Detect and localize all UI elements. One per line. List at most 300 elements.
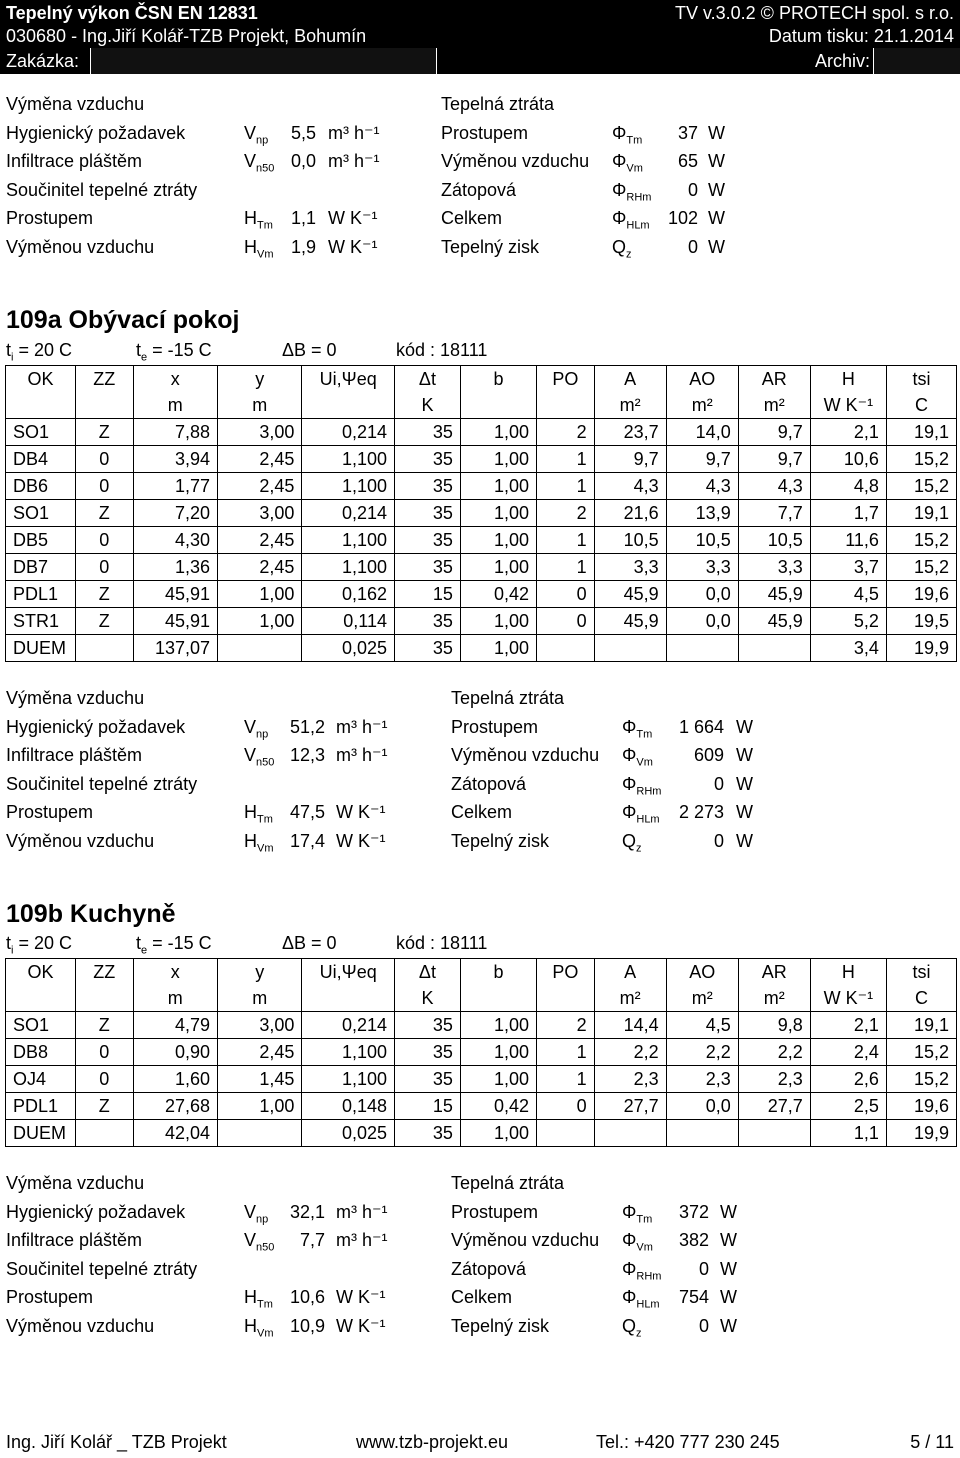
table-cell: 10,5 <box>666 527 738 554</box>
table-cell: 2,2 <box>594 1039 666 1066</box>
value-phi-hlm: 102 <box>667 208 698 228</box>
table-cell: 1 <box>537 527 595 554</box>
unit-label: W <box>736 802 753 822</box>
symbol-v-np: $V_{np}$ <box>244 122 269 147</box>
room-b-constructions-table <box>5 958 957 1147</box>
table-row <box>6 473 957 500</box>
room-title-109a: 109a Obývací pokoj <box>6 306 240 334</box>
table-cell: 2 <box>537 500 595 527</box>
value-v-n50: 0,0 <box>290 151 316 171</box>
value-v-np: 32,1 <box>289 1201 325 1222</box>
table-cell: 35 <box>395 527 461 554</box>
table-row <box>6 635 957 662</box>
room-title-109b: 109b Kuchyně <box>6 900 176 928</box>
table-cell: DB5 <box>6 527 76 554</box>
symbol-h-tm: $H_{Tm}$ <box>244 208 273 232</box>
table-cell: 4,3 <box>594 473 666 500</box>
table-cell: OJ4 <box>6 1066 76 1093</box>
column-header: OK <box>6 366 76 393</box>
table-cell <box>666 1120 738 1147</box>
table-cell: 1,00 <box>218 608 302 635</box>
table-cell <box>666 635 738 662</box>
summary-label: Součinitel tepelné ztráty <box>6 1258 198 1279</box>
table-cell: 2,45 <box>218 1039 302 1066</box>
table-cell: 35 <box>395 1039 461 1066</box>
table-cell: 21,6 <box>594 500 666 527</box>
summary-label: Výměna vzduchu <box>6 94 145 114</box>
column-unit: m <box>218 392 302 419</box>
table-cell: 0 <box>75 473 133 500</box>
table-cell: 1,00 <box>460 419 536 446</box>
table-cell: 0 <box>537 1093 595 1120</box>
value-v-np: 5,5 <box>290 122 316 143</box>
table-cell: 14,0 <box>666 419 738 446</box>
table-cell: Z <box>75 419 133 446</box>
unit-label: W K⁻¹ <box>336 1287 386 1307</box>
table-cell: 15,2 <box>886 1039 956 1066</box>
table-cell: 15,2 <box>886 473 956 500</box>
summary-label: Celkem <box>451 1287 513 1307</box>
value-q-z: 0 <box>713 830 724 851</box>
table-cell: PDL1 <box>6 1093 76 1120</box>
table-cell: 137,07 <box>133 635 217 662</box>
table-cell: 2,4 <box>810 1039 886 1066</box>
column-header: Ui,Ψeq <box>302 959 395 986</box>
table-cell: 1 <box>537 473 595 500</box>
column-header: b <box>460 959 536 986</box>
table-row <box>6 554 957 581</box>
summary-label: Výměnou vzduchu <box>441 151 590 171</box>
table-cell: 11,6 <box>810 527 886 554</box>
job-bar <box>0 48 960 74</box>
table-cell: 4,8 <box>810 473 886 500</box>
table-cell: 45,9 <box>738 581 810 608</box>
room-b-exterior-temp: $t_e = -15$ C <box>136 933 212 957</box>
table-cell: 1,00 <box>460 446 536 473</box>
symbol-q-z: $Q_z$ <box>612 236 632 261</box>
table-row <box>6 1012 957 1039</box>
table-cell: 19,9 <box>886 635 956 662</box>
table-cell: 1,00 <box>218 1093 302 1120</box>
column-header: Δt <box>395 366 461 393</box>
unit-label: W <box>708 122 725 143</box>
table-cell: Z <box>75 1093 133 1120</box>
symbol-phi-vm: $\Phi_{Vm}$ <box>612 151 643 175</box>
table-cell: 15,2 <box>886 527 956 554</box>
table-cell: 19,5 <box>886 608 956 635</box>
column-unit: C <box>886 392 956 419</box>
value-v-n50: 12,3 <box>289 745 325 765</box>
summary-label: Výměna vzduchu <box>6 1173 145 1193</box>
unit-label: W <box>736 773 753 794</box>
job-value-field <box>90 48 437 74</box>
summary-label: Výměnou vzduchu <box>451 1230 600 1250</box>
table-cell: 2,45 <box>218 473 302 500</box>
column-unit <box>537 392 595 419</box>
table-cell: 1,00 <box>460 1120 536 1147</box>
column-header: PO <box>537 366 595 393</box>
table-cell: 2,3 <box>738 1066 810 1093</box>
table-cell: 19,1 <box>886 500 956 527</box>
symbol-q-z: $Q_z$ <box>622 830 642 855</box>
summary-label: Výměnou vzduchu <box>6 1315 155 1336</box>
value-phi-vm: 65 <box>677 151 698 171</box>
column-unit <box>302 985 395 1012</box>
summary-label: Hygienický požadavek <box>6 716 186 737</box>
table-cell: 0 <box>537 581 595 608</box>
table-cell: STR1 <box>6 608 76 635</box>
unit-label: W <box>736 830 753 851</box>
symbol-phi-hlm: $\Phi_{HLm}$ <box>622 802 660 826</box>
table-cell: 4,3 <box>738 473 810 500</box>
table-cell <box>218 635 302 662</box>
table-cell: 14,4 <box>594 1012 666 1039</box>
unit-label: m³ h⁻¹ <box>336 716 388 737</box>
table-cell: DB4 <box>6 446 76 473</box>
table-cell: 0,214 <box>302 419 395 446</box>
summary-label: Celkem <box>441 208 503 228</box>
archive-value-field <box>873 48 960 74</box>
column-header: Ui,Ψeq <box>302 366 395 393</box>
symbol-phi-rhm: $\Phi_{RHm}$ <box>622 1258 662 1283</box>
table-cell: 2,45 <box>218 554 302 581</box>
table-cell: 1,00 <box>460 608 536 635</box>
table-cell: 0 <box>75 527 133 554</box>
table-cell: 4,30 <box>133 527 217 554</box>
summary-label: Prostupem <box>451 1201 539 1222</box>
table-cell: 27,68 <box>133 1093 217 1120</box>
table-cell <box>594 635 666 662</box>
table-cell: 42,04 <box>133 1120 217 1147</box>
table-cell: DUEM <box>6 1120 76 1147</box>
value-phi-tm: 372 <box>678 1201 709 1222</box>
summary-label: Prostupem <box>451 716 539 737</box>
table-cell: 0,114 <box>302 608 395 635</box>
table-cell: 35 <box>395 446 461 473</box>
table-cell: 0,214 <box>302 1012 395 1039</box>
table-cell: 3,00 <box>218 1012 302 1039</box>
column-header: A <box>594 366 666 393</box>
table-cell: 13,9 <box>666 500 738 527</box>
table-cell: 9,7 <box>738 419 810 446</box>
value-h-vm: 1,9 <box>290 236 316 257</box>
value-v-n50: 7,7 <box>299 1230 325 1250</box>
table-cell: 0,0 <box>666 581 738 608</box>
symbol-phi-rhm: $\Phi_{RHm}$ <box>612 179 652 204</box>
column-header: ZZ <box>75 366 133 393</box>
symbol-phi-vm: $\Phi_{Vm}$ <box>622 1230 653 1254</box>
unit-label: W <box>736 745 753 765</box>
summary-label: Prostupem <box>6 1287 94 1307</box>
table-cell: 5,2 <box>810 608 886 635</box>
table-row <box>6 1093 957 1120</box>
column-header: AO <box>666 959 738 986</box>
value-h-tm: 1,1 <box>290 208 316 228</box>
table-cell: 45,9 <box>594 581 666 608</box>
table-cell: 1,100 <box>302 1039 395 1066</box>
table-cell: 2 <box>537 1012 595 1039</box>
table-cell <box>537 1120 595 1147</box>
room-a-interior-temp: $t_i = 20$ C <box>6 340 73 364</box>
table-cell: 15,2 <box>886 1066 956 1093</box>
summary-label: Hygienický požadavek <box>6 122 186 143</box>
table-cell: 1 <box>537 554 595 581</box>
table-cell: 15,2 <box>886 446 956 473</box>
table-cell: 9,7 <box>666 446 738 473</box>
table-cell: 19,6 <box>886 1093 956 1120</box>
value-phi-vm: 382 <box>678 1230 709 1250</box>
table-cell: 45,9 <box>738 608 810 635</box>
report-header <box>0 0 960 24</box>
summary-label: Součinitel tepelné ztráty <box>6 773 198 794</box>
table-cell: 1,00 <box>460 1039 536 1066</box>
table-cell: 3,3 <box>594 554 666 581</box>
symbol-v-np: $V_{np}$ <box>244 1201 269 1226</box>
column-header: tsi <box>886 959 956 986</box>
column-header: ZZ <box>75 959 133 986</box>
column-unit <box>75 985 133 1012</box>
unit-label: W K⁻¹ <box>336 1315 386 1336</box>
summary-label: Výměna vzduchu <box>6 688 145 708</box>
table-cell: 45,91 <box>133 581 217 608</box>
table-cell: 0 <box>75 554 133 581</box>
table-cell: 1,1 <box>810 1120 886 1147</box>
footer-phone: Tel.: +420 777 230 245 <box>596 1432 780 1452</box>
table-cell: 2,2 <box>738 1039 810 1066</box>
table-cell: 35 <box>395 1120 461 1147</box>
symbol-h-vm: $H_{Vm}$ <box>244 830 274 855</box>
table-cell: Z <box>75 581 133 608</box>
table-cell: 2,45 <box>218 527 302 554</box>
value-phi-rhm: 0 <box>698 1258 709 1279</box>
table-cell: 1,00 <box>460 527 536 554</box>
table-cell <box>75 635 133 662</box>
table-cell: 1 <box>537 1066 595 1093</box>
summary-label: Zátopová <box>451 1258 527 1279</box>
table-cell: 1,100 <box>302 1066 395 1093</box>
table-cell: 9,7 <box>738 446 810 473</box>
table-cell: 1,00 <box>460 554 536 581</box>
summary-label: Výměnou vzduchu <box>451 745 600 765</box>
summary-label: Výměnou vzduchu <box>6 236 155 257</box>
table-cell: PDL1 <box>6 581 76 608</box>
archive-label: Archiv: <box>814 51 870 71</box>
table-cell: 0,0 <box>666 608 738 635</box>
table-cell: 7,88 <box>133 419 217 446</box>
unit-label: W <box>720 1230 737 1250</box>
unit-label: m³ h⁻¹ <box>336 745 388 765</box>
column-unit <box>6 985 76 1012</box>
value-h-tm: 47,5 <box>289 802 325 822</box>
column-header: PO <box>537 959 595 986</box>
table-cell <box>738 635 810 662</box>
column-header: y <box>218 959 302 986</box>
summary-label: Tepelná ztráta <box>451 688 565 708</box>
table-cell: 19,1 <box>886 419 956 446</box>
value-phi-tm: 37 <box>677 122 698 143</box>
table-cell: 0 <box>75 1066 133 1093</box>
column-unit: m² <box>738 985 810 1012</box>
room-b-interior-temp: $t_i = 20$ C <box>6 933 73 957</box>
table-cell: 4,5 <box>666 1012 738 1039</box>
value-v-np: 51,2 <box>289 716 325 737</box>
table-cell: 2,3 <box>594 1066 666 1093</box>
table-row <box>6 608 957 635</box>
summary-label: Infiltrace pláštěm <box>6 151 143 171</box>
summary-label: Tepelný zisk <box>451 830 550 851</box>
column-header: AR <box>738 366 810 393</box>
table-cell <box>537 635 595 662</box>
symbol-phi-rhm: $\Phi_{RHm}$ <box>622 773 662 798</box>
symbol-h-vm: $H_{Vm}$ <box>244 236 274 261</box>
report-title: Tepelný výkon ČSN EN 12831 <box>6 3 258 23</box>
table-cell: 0,0 <box>666 1093 738 1120</box>
column-header: x <box>133 366 217 393</box>
unit-label: m³ h⁻¹ <box>336 1201 388 1222</box>
table-cell: 19,6 <box>886 581 956 608</box>
table-cell: 0,90 <box>133 1039 217 1066</box>
unit-label: W K⁻¹ <box>336 802 386 822</box>
room-a-delta-b: ΔB = 0 <box>282 340 337 360</box>
table-cell: 0,148 <box>302 1093 395 1120</box>
room-a-code: kód : 18111 <box>396 340 488 360</box>
table-cell: Z <box>75 500 133 527</box>
column-unit: K <box>395 392 461 419</box>
symbol-h-tm: $H_{Tm}$ <box>244 802 273 826</box>
table-cell: 4,3 <box>666 473 738 500</box>
table-cell: 35 <box>395 635 461 662</box>
unit-label: W K⁻¹ <box>328 236 378 257</box>
column-unit <box>6 392 76 419</box>
value-h-vm: 10,9 <box>289 1315 325 1336</box>
table-row <box>6 1066 957 1093</box>
table-cell: SO1 <box>6 500 76 527</box>
table-cell <box>738 1120 810 1147</box>
table-cell: 27,7 <box>738 1093 810 1120</box>
table-cell: 0,214 <box>302 500 395 527</box>
footer-web: www.tzb-projekt.eu <box>356 1432 509 1452</box>
table-cell: 3,00 <box>218 500 302 527</box>
table-cell: 3,4 <box>810 635 886 662</box>
table-cell: SO1 <box>6 1012 76 1039</box>
symbol-h-tm: $H_{Tm}$ <box>244 1287 273 1311</box>
table-cell: 3,7 <box>810 554 886 581</box>
footer-company: Ing. Jiří Kolář _ TZB Projekt <box>6 1432 227 1452</box>
table-cell: 19,9 <box>886 1120 956 1147</box>
table-cell: 10,5 <box>594 527 666 554</box>
summary-label: Tepelný zisk <box>441 236 540 257</box>
table-cell: 35 <box>395 554 461 581</box>
symbol-v-n50: $V_{n50}$ <box>244 745 275 769</box>
table-cell: 0 <box>75 446 133 473</box>
value-h-vm: 17,4 <box>289 830 325 851</box>
summary-label: Prostupem <box>6 208 94 228</box>
table-cell: 10,5 <box>738 527 810 554</box>
room-b-code: kód : 18111 <box>396 933 488 953</box>
table-cell: 19,1 <box>886 1012 956 1039</box>
table-cell: 2,45 <box>218 446 302 473</box>
software-version: TV v.3.0.2 © PROTECH spol. s r.o. <box>674 3 954 23</box>
column-unit: C <box>886 985 956 1012</box>
footer-page: 5 / 11 <box>910 1432 954 1452</box>
table-cell: 0,162 <box>302 581 395 608</box>
unit-label: W <box>720 1201 737 1222</box>
table-row <box>6 500 957 527</box>
column-header: A <box>594 959 666 986</box>
table-cell: 0,025 <box>302 635 395 662</box>
value-phi-tm: 1 664 <box>678 716 724 737</box>
value-phi-hlm: 2 273 <box>678 802 724 822</box>
table-cell: Z <box>75 1012 133 1039</box>
summary-label: Tepelná ztráta <box>441 94 555 114</box>
table-cell: 2,5 <box>810 1093 886 1120</box>
unit-label: m³ h⁻¹ <box>328 122 380 143</box>
symbol-phi-hlm: $\Phi_{HLm}$ <box>622 1287 660 1311</box>
column-unit <box>460 392 536 419</box>
table-row <box>6 1120 957 1147</box>
job-label: Zakázka: <box>6 51 80 71</box>
table-cell: 23,7 <box>594 419 666 446</box>
symbol-v-n50: $V_{n50}$ <box>244 1230 275 1254</box>
unit-label: W <box>720 1315 737 1336</box>
table-cell: 35 <box>395 608 461 635</box>
table-cell: 27,7 <box>594 1093 666 1120</box>
table-cell: 35 <box>395 473 461 500</box>
table-cell: 45,91 <box>133 608 217 635</box>
table-cell: 35 <box>395 1066 461 1093</box>
column-unit: m² <box>594 392 666 419</box>
column-unit: m² <box>666 392 738 419</box>
table-cell: 1,00 <box>460 1012 536 1039</box>
column-header: x <box>133 959 217 986</box>
table-cell: 2,1 <box>810 1012 886 1039</box>
table-cell: 35 <box>395 500 461 527</box>
table-cell: DB7 <box>6 554 76 581</box>
table-cell: 1,00 <box>218 581 302 608</box>
unit-label: W K⁻¹ <box>336 830 386 851</box>
summary-label: Tepelný zisk <box>451 1315 550 1336</box>
table-cell: 1,100 <box>302 527 395 554</box>
table-cell: 0,42 <box>460 1093 536 1120</box>
table-cell: 1,00 <box>460 473 536 500</box>
column-header: OK <box>6 959 76 986</box>
column-unit: m <box>133 392 217 419</box>
value-phi-rhm: 0 <box>713 773 724 794</box>
unit-label: W <box>708 151 725 171</box>
table-cell: 1 <box>537 446 595 473</box>
column-unit: W K⁻¹ <box>810 985 886 1012</box>
room-a-exterior-temp: $t_e = -15$ C <box>136 340 212 364</box>
unit-label: W <box>720 1258 737 1279</box>
table-cell <box>218 1120 302 1147</box>
table-cell: 0 <box>537 608 595 635</box>
symbol-phi-tm: $\Phi_{Tm}$ <box>622 1201 653 1226</box>
table-cell: 4,79 <box>133 1012 217 1039</box>
table-row <box>6 581 957 608</box>
table-cell: 45,9 <box>594 608 666 635</box>
table-cell: DB6 <box>6 473 76 500</box>
summary-label: Součinitel tepelné ztráty <box>6 179 198 200</box>
summary-label: Celkem <box>451 802 513 822</box>
symbol-v-np: $V_{np}$ <box>244 716 269 741</box>
symbol-phi-vm: $\Phi_{Vm}$ <box>622 745 653 769</box>
unit-label: W <box>708 179 725 200</box>
table-cell: 1,7 <box>810 500 886 527</box>
value-q-z: 0 <box>698 1315 709 1336</box>
table-cell: 1,00 <box>460 500 536 527</box>
table-cell: 1,45 <box>218 1066 302 1093</box>
symbol-phi-hlm: $\Phi_{HLm}$ <box>612 208 650 232</box>
